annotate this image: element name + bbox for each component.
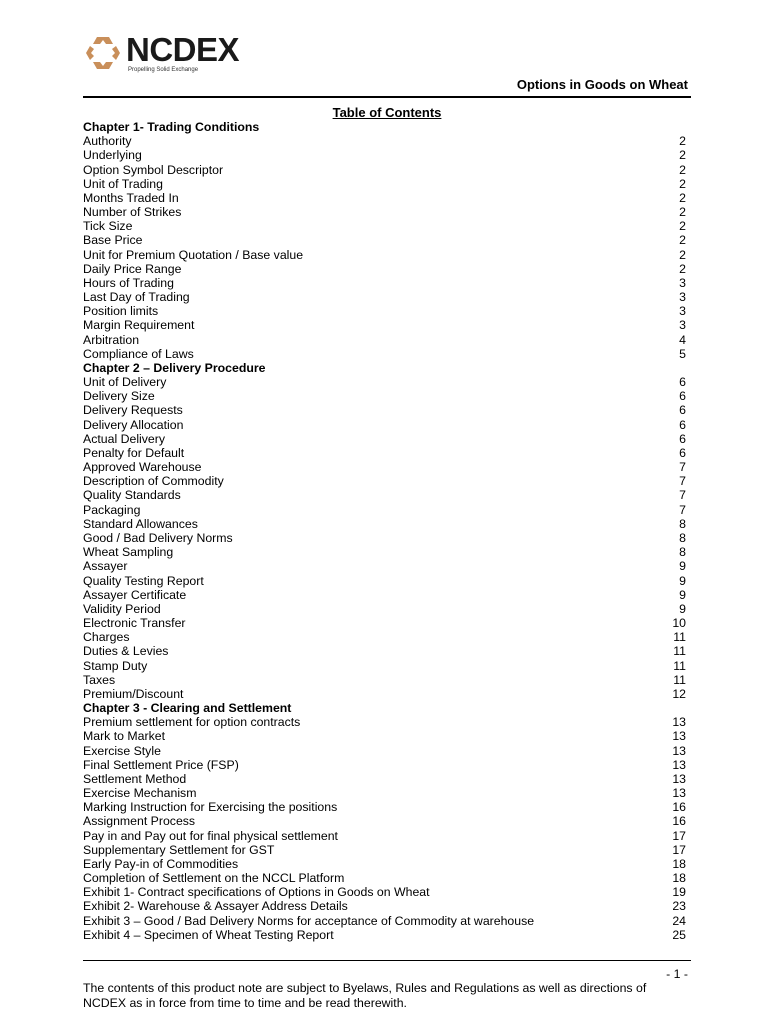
toc-entry-label: Assayer (83, 559, 128, 574)
toc-entry-page: 17 (672, 842, 686, 857)
toc-entry-page: 4 (679, 332, 686, 347)
toc-entry-label: Penalty for Default (83, 445, 185, 460)
toc-entry-label: Unit of Trading (83, 176, 163, 191)
toc-entry[interactable] (83, 630, 686, 644)
toc-entry-label: Packaging (83, 502, 141, 517)
toc-entry[interactable] (83, 488, 686, 502)
toc-entry-page: 11 (673, 658, 686, 673)
toc-entry-page: 18 (672, 871, 686, 886)
toc-entry-label: Taxes (83, 672, 116, 687)
toc-entry-label: Unit of Delivery (83, 375, 167, 390)
toc-entry[interactable] (83, 375, 686, 389)
table-of-contents (83, 120, 686, 942)
toc-entry-label: Premium settlement for option contracts (83, 715, 301, 730)
toc-entry-page: 8 (679, 516, 686, 531)
toc-entry-page: 13 (672, 757, 686, 772)
toc-entry[interactable] (83, 403, 686, 417)
toc-entry-page: 2 (679, 134, 686, 149)
toc-entry[interactable] (83, 318, 686, 332)
toc-entry-page: 12 (672, 686, 686, 701)
toc-entry[interactable] (83, 928, 686, 942)
toc-entry[interactable] (83, 347, 686, 361)
toc-entry-label: Exhibit 4 – Specimen of Wheat Testing Report (83, 927, 334, 942)
toc-entry[interactable] (83, 786, 686, 800)
footer-note: The contents of this product note are subject to Byelaws, Rules and Regulations as well as directions of NCDEX as in force from time to time and be read therewith. (83, 981, 647, 1010)
toc-entry-page: 9 (679, 559, 686, 574)
toc-entry-page: 10 (672, 616, 686, 631)
toc-entry[interactable] (83, 899, 686, 913)
toc-entry-page: 2 (679, 148, 686, 163)
toc-entry-page: 7 (679, 488, 686, 503)
toc-entry-page: 8 (679, 545, 686, 560)
toc-entry[interactable] (83, 644, 686, 658)
logo-tagline: Propelling Solid Exchange (128, 67, 199, 73)
toc-entry-label: Approved Warehouse (83, 460, 202, 475)
toc-entry[interactable] (83, 744, 686, 758)
toc-entry-label: Compliance of Laws (83, 346, 194, 361)
toc-entry[interactable] (83, 163, 686, 177)
toc-entry[interactable] (83, 191, 686, 205)
toc-entry-label: Number of Strikes (83, 205, 182, 220)
toc-entry-page: 2 (679, 162, 686, 177)
toc-entry[interactable] (83, 460, 686, 474)
toc-entry[interactable] (83, 474, 686, 488)
toc-entry-page: 2 (679, 219, 686, 234)
toc-entry-label: Electronic Transfer (83, 616, 186, 631)
toc-entry-page: 23 (672, 899, 686, 914)
toc-entry-label: Pay in and Pay out for final physical settlement (83, 828, 338, 843)
toc-entry[interactable] (83, 503, 686, 517)
toc-entry[interactable] (83, 446, 686, 460)
toc-entry-label: Tick Size (83, 219, 133, 234)
toc-entry-page: 24 (672, 913, 686, 928)
toc-entry-page: 16 (672, 800, 686, 815)
toc-entry-label: Charges (83, 630, 130, 645)
toc-entry-label: Hours of Trading (83, 275, 174, 290)
document-title: Options in Goods on Wheat (516, 77, 688, 92)
toc-entry-page: 3 (679, 275, 686, 290)
toc-entry-page: 19 (672, 885, 686, 900)
toc-entry-label: Early Pay-in of Commodities (83, 856, 239, 871)
toc-entry[interactable] (83, 432, 686, 446)
toc-entry-label: Delivery Allocation (83, 417, 184, 432)
toc-entry-page: 7 (679, 460, 686, 475)
toc-entry[interactable] (83, 715, 686, 729)
toc-entry[interactable] (83, 389, 686, 403)
toc-entry[interactable] (83, 531, 686, 545)
toc-entry-page: 11 (673, 644, 686, 659)
toc-entry-label: Unit for Premium Quotation / Base value (83, 247, 304, 262)
toc-entry-page: 6 (679, 445, 686, 460)
toc-entry-page: 3 (679, 304, 686, 319)
toc-entry-page: 9 (679, 573, 686, 588)
toc-entry-label: Exercise Mechanism (83, 786, 197, 801)
toc-entry-label: Standard Allowances (83, 516, 198, 531)
toc-entry[interactable] (83, 248, 686, 262)
toc-entry[interactable] (83, 545, 686, 559)
toc-entry[interactable] (83, 871, 686, 885)
toc-entry-label: Completion of Settlement on the NCCL Platform (83, 871, 345, 886)
toc-entry[interactable] (83, 219, 686, 233)
toc-entry[interactable] (83, 814, 686, 828)
toc-entry-label: Wheat Sampling (83, 545, 174, 560)
toc-chapter-heading (83, 701, 686, 715)
toc-entry[interactable] (83, 559, 686, 573)
toc-entry-page: 2 (679, 261, 686, 276)
toc-entry-label: Good / Bad Delivery Norms (83, 530, 233, 545)
toc-entry[interactable] (83, 914, 686, 928)
ncdex-logo-mark-icon (86, 36, 120, 70)
toc-entry[interactable] (83, 205, 686, 219)
toc-entry-page: 13 (672, 771, 686, 786)
toc-entry-label: Actual Delivery (83, 431, 166, 446)
toc-entry-page: 13 (672, 743, 686, 758)
toc-entry-label: Delivery Size (83, 389, 155, 404)
toc-entry-page: 7 (679, 502, 686, 517)
toc-entry-page: 6 (679, 431, 686, 446)
toc-entry-page: 11 (673, 630, 686, 645)
toc-entry-label: Authority (83, 134, 132, 149)
toc-entry[interactable] (83, 687, 686, 701)
toc-entry-label: Settlement Method (83, 771, 187, 786)
toc-entry-page: 7 (679, 474, 686, 489)
toc-entry-page: 6 (679, 403, 686, 418)
toc-entry-page: 18 (672, 856, 686, 871)
toc-entry-label: Exercise Style (83, 743, 161, 758)
toc-entry-label: Option Symbol Descriptor (83, 162, 224, 177)
toc-entry-page: 3 (679, 318, 686, 333)
toc-entry-page: 16 (672, 814, 686, 829)
toc-entry[interactable] (83, 885, 686, 899)
toc-entry-label: Premium/Discount (83, 686, 184, 701)
toc-entry-label: Quality Testing Report (83, 573, 204, 588)
toc-entry[interactable] (83, 673, 686, 687)
toc-entry-page: 13 (672, 729, 686, 744)
toc-entry-page: 2 (679, 190, 686, 205)
toc-entry-label: Validity Period (83, 601, 161, 616)
header-divider (83, 96, 691, 98)
toc-entry-page: 9 (679, 601, 686, 616)
toc-entry[interactable] (83, 616, 686, 630)
toc-entry-label: Marking Instruction for Exercising the positions (83, 800, 338, 815)
toc-entry[interactable] (83, 517, 686, 531)
toc-entry-label: Description of Commodity (83, 474, 224, 489)
toc-entry-label: Position limits (83, 304, 159, 319)
toc-chapter-heading (83, 120, 686, 134)
toc-entry[interactable] (83, 729, 686, 743)
toc-entry[interactable] (83, 134, 686, 148)
toc-entry[interactable] (83, 262, 686, 276)
toc-entry-label: Exhibit 1- Contract specifications of Options in Goods on Wheat (83, 885, 430, 900)
toc-entry-label: Assayer Certificate (83, 587, 187, 602)
toc-entry-page: 2 (679, 176, 686, 191)
toc-entry-label: Arbitration (83, 332, 140, 347)
toc-entry[interactable] (83, 148, 686, 162)
toc-entry[interactable] (83, 659, 686, 673)
toc-entry-label: Exhibit 3 – Good / Bad Delivery Norms for acceptance of Commodity at warehouse (83, 913, 535, 928)
toc-entry[interactable] (83, 574, 686, 588)
toc-entry-page: 8 (679, 530, 686, 545)
toc-entry[interactable] (83, 843, 686, 857)
toc-entry[interactable] (83, 333, 686, 347)
ncdex-logo (86, 31, 246, 78)
toc-entry-page: 2 (679, 247, 686, 262)
toc-entry-page: 5 (679, 346, 686, 361)
toc-entry-page: 2 (679, 233, 686, 248)
toc-entry[interactable] (83, 418, 686, 432)
toc-entry-page: 13 (672, 715, 686, 730)
toc-entry[interactable] (83, 276, 686, 290)
toc-entry-label: Quality Standards (83, 488, 181, 503)
toc-entry-label: Stamp Duty (83, 658, 148, 673)
toc-entry-page: 6 (679, 417, 686, 432)
toc-entry-label: Delivery Requests (83, 403, 183, 418)
toc-entry-label: Last Day of Trading (83, 290, 190, 305)
footer-divider (83, 960, 691, 961)
toc-entry-label: Duties & Levies (83, 644, 169, 659)
toc-entry-page: 6 (679, 389, 686, 404)
toc-entry[interactable] (83, 758, 686, 772)
toc-entry-page: 6 (679, 375, 686, 390)
toc-entry-label: Margin Requirement (83, 318, 195, 333)
toc-entry-page: 9 (679, 587, 686, 602)
toc-title: Table of Contents (332, 105, 442, 120)
toc-entry[interactable] (83, 588, 686, 602)
toc-entry-page: 11 (673, 672, 686, 687)
toc-entry-page: 17 (672, 828, 686, 843)
logo-wordmark: NCDEX (126, 31, 240, 68)
toc-entry-label: Chapter 3 - Clearing and Settlement (83, 701, 292, 716)
toc-entry-label: Months Traded In (83, 190, 179, 205)
toc-entry[interactable] (83, 233, 686, 247)
toc-entry[interactable] (83, 177, 686, 191)
toc-entry-page: 3 (679, 290, 686, 305)
toc-entry-page: 13 (672, 786, 686, 801)
toc-entry[interactable] (83, 772, 686, 786)
toc-entry[interactable] (83, 829, 686, 843)
toc-entry-label: Final Settlement Price (FSP) (83, 757, 239, 772)
toc-entry-label: Mark to Market (83, 729, 165, 744)
toc-entry-label: Chapter 2 – Delivery Procedure (83, 360, 266, 375)
toc-entry[interactable] (83, 290, 686, 304)
toc-entry-page: 25 (672, 927, 686, 942)
toc-entry-label: Exhibit 2- Warehouse & Assayer Address Details (83, 899, 348, 914)
toc-entry-label: Base Price (83, 233, 143, 248)
toc-entry-label: Daily Price Range (83, 261, 182, 276)
toc-entry-label: Supplementary Settlement for GST (83, 842, 275, 857)
toc-chapter-heading (83, 361, 686, 375)
toc-entry-label: Chapter 1- Trading Conditions (83, 120, 260, 134)
toc-entry-label: Underlying (83, 148, 142, 163)
toc-entry[interactable] (83, 304, 686, 318)
toc-entry-page: 2 (679, 205, 686, 220)
toc-entry[interactable] (83, 800, 686, 814)
page-number: - 1 - (666, 967, 688, 981)
toc-entry[interactable] (83, 602, 686, 616)
toc-entry-label: Assignment Process (83, 814, 196, 829)
toc-entry[interactable] (83, 857, 686, 871)
